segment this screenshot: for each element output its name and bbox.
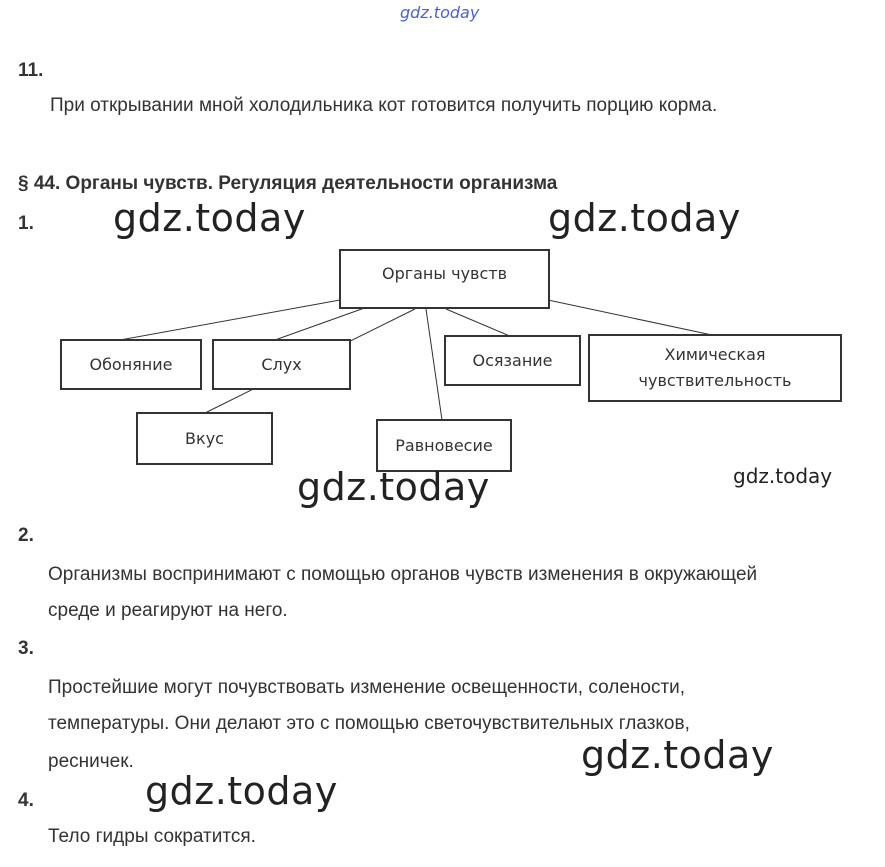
question-11-answer: При открывании мной холодильника кот готовится получить порцию корма. xyxy=(50,95,718,116)
question-3-number: 3. xyxy=(18,638,34,659)
diagram-label-chemical-1: Химическая xyxy=(664,345,766,364)
watermark-3: gdz.today xyxy=(297,465,490,509)
question-4-answer: Тело гидры сократится. xyxy=(48,826,256,847)
diagram-box-smell xyxy=(60,339,202,390)
diagram-box-taste xyxy=(136,412,273,465)
diagram-box-chemical xyxy=(588,334,842,402)
question-2-number: 2. xyxy=(18,525,34,546)
question-3-line-1: Простейшие могут почувствовать изменение освещенности, солености, xyxy=(48,677,686,698)
question-4-number: 4. xyxy=(18,790,34,811)
watermark-1: gdz.today xyxy=(113,196,306,240)
diagram-label-touch: Осязание xyxy=(472,350,553,370)
watermark-4: gdz.today xyxy=(581,733,774,777)
connector-hearing xyxy=(275,306,370,340)
diagram-label-taste: Вкус xyxy=(185,428,224,448)
question-2-line-2: среде и реагируют на него. xyxy=(48,600,288,621)
diagram-label-chemical-2: чувствительность xyxy=(638,371,792,390)
diagram-box-hearing xyxy=(212,339,351,390)
connector-balance xyxy=(426,309,442,420)
diagram-label-hearing: Слух xyxy=(261,354,302,374)
watermark-top: gdz.today xyxy=(400,3,480,22)
watermark-5: gdz.today xyxy=(145,769,338,813)
watermark-small: gdz.today xyxy=(733,464,833,488)
diagram-label-smell: Обоняние xyxy=(89,354,173,374)
connector-smell xyxy=(120,300,340,340)
diagram-root-label: Органы чувств xyxy=(381,264,508,283)
connector-touch xyxy=(446,309,512,337)
question-2-line-1: Организмы воспринимают с помощью органов чувств изменения в окружающей xyxy=(48,564,758,585)
section-heading: § 44. Органы чувств. Регуляция деятельности организма xyxy=(18,173,558,194)
question-3-line-2: температуры. Они делают это с помощью светочувствительных глазков, xyxy=(48,713,690,734)
diagram-root-box xyxy=(339,249,550,309)
question-1-number: 1. xyxy=(18,213,34,234)
diagram-label-balance: Равновесие xyxy=(395,435,493,455)
question-11-number: 11. xyxy=(18,60,44,81)
connector-chemical xyxy=(548,300,712,335)
question-3-line-3: ресничек. xyxy=(48,751,134,772)
diagram-box-touch xyxy=(444,335,581,386)
watermark-2: gdz.today xyxy=(548,196,741,240)
